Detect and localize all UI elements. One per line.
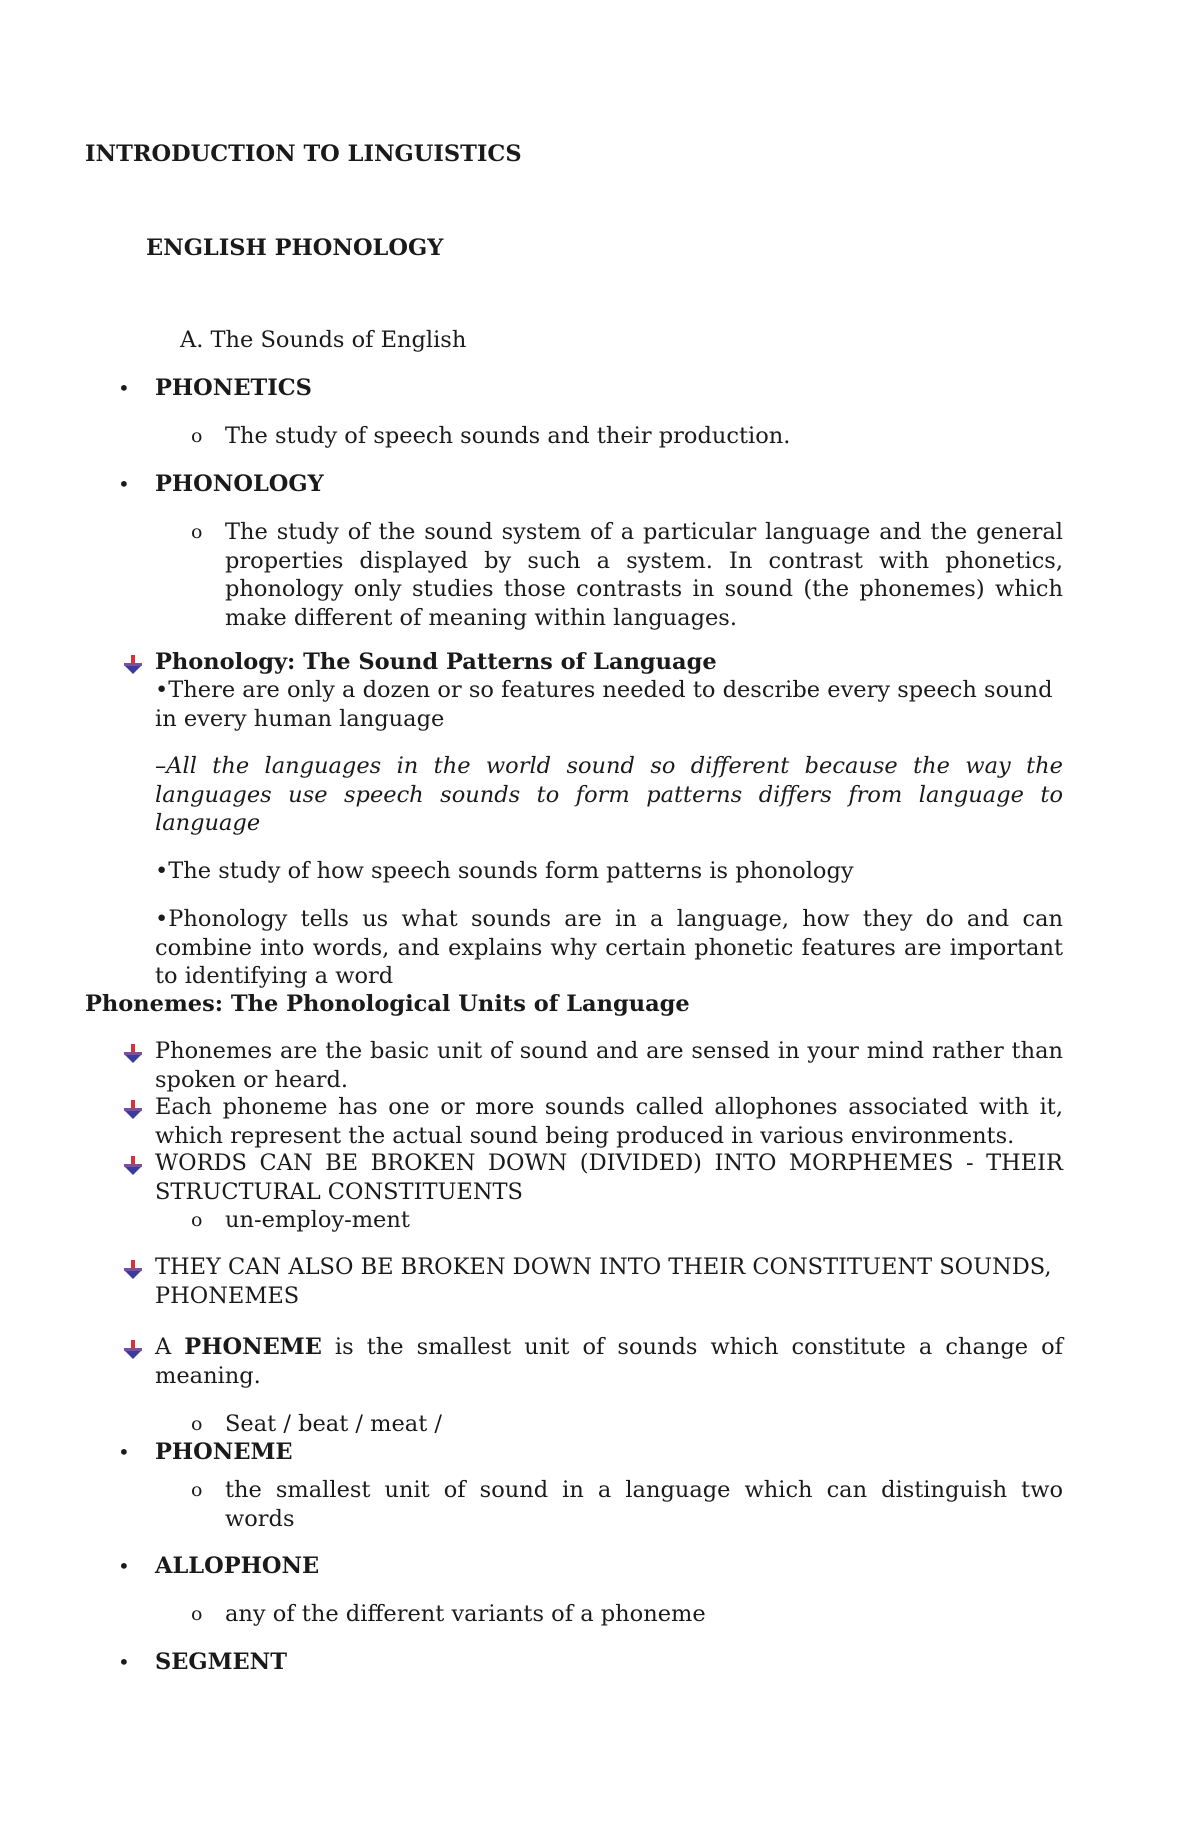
phonemes-list-item: A PHONEME is the smallest unit of sounds which constitute a change of meaning. [155,1334,1063,1389]
bullet-dot: • [118,1440,130,1464]
section-title: ENGLISH PHONOLOGY [146,235,444,261]
bullet-dot: • [118,472,130,496]
arrow-bullet-icon [122,1257,144,1281]
arrow-bullet-icon [122,652,144,676]
phonemes-list-item: Each phoneme has one or more sounds called allophones associated with it, which represent the actual sound being produced in various environments. [155,1094,1063,1149]
phonology-definition: The study of the sound system of a particular language and the general properties displayed by such a system. In contrast with phonetics, phonology only studies those contrasts in sound (the phonemes) which make different of meaning within languages. [225,519,1063,631]
phonemes-heading: Phonemes: The Phonological Units of Language [85,991,690,1017]
arrow-bullet-icon [122,1153,144,1177]
arrow-bullet-icon [122,1041,144,1065]
bullet-circle: o [191,1479,203,1501]
arrow-bullet-icon [122,1337,144,1361]
morpheme-example: un-employ-ment [225,1207,410,1233]
document-title: INTRODUCTION TO LINGUISTICS [85,141,522,167]
bullet-circle: o [191,1413,203,1435]
section-a-heading: A. The Sounds of English [180,327,467,353]
bullet-dot: • [118,1650,130,1674]
sound-patterns-paragraph: •Phonology tells us what sounds are in a language, how they do and can combine into words, and explains why certain phonetic features are important to identifying a word [155,906,1063,989]
bullet-circle: o [191,1209,203,1231]
phonetics-definition: The study of speech sounds and their production. [225,423,791,449]
phoneme-term: PHONEME [155,1439,293,1465]
phonemes-list-item: THEY CAN ALSO BE BROKEN DOWN INTO THEIR CONSTITUENT SOUNDS, PHONEMES [155,1254,1052,1309]
bullet-dot: • [118,1554,130,1578]
bullet-circle: o [191,425,203,447]
allophone-term: ALLOPHONE [155,1553,320,1579]
bullet-dot: • [118,376,130,400]
phonemes-list-item: Phonemes are the basic unit of sound and are sensed in your mind rather than spoken or heard. [155,1038,1063,1093]
bullet-circle: o [191,521,203,543]
segment-term: SEGMENT [155,1649,287,1675]
sound-patterns-paragraph: –All the languages in the world sound so different because the way the languages use speech sounds to form patterns differs from language to language [155,753,1063,836]
sound-patterns-paragraph: •There are only a dozen or so features needed to describe every speech sound in every human language [155,677,1053,732]
sound-patterns-paragraph: •The study of how speech sounds form patterns is phonology [155,858,854,884]
phonology-term: PHONOLOGY [155,471,324,497]
arrow-bullet-icon [122,1097,144,1121]
sound-patterns-heading: Phonology: The Sound Patterns of Language [155,649,717,675]
phoneme-definition: the smallest unit of sound in a language which can distinguish two words [225,1477,1063,1532]
bullet-circle: o [191,1603,203,1625]
phonemes-list-item: WORDS CAN BE BROKEN DOWN (DIVIDED) INTO MORPHEMES - THEIR STRUCTURAL CONSTITUENTS [155,1150,1063,1205]
phoneme-example: Seat / beat / meat / [225,1411,442,1437]
phonetics-term: PHONETICS [155,375,312,401]
allophone-definition: any of the different variants of a phoneme [225,1601,706,1627]
